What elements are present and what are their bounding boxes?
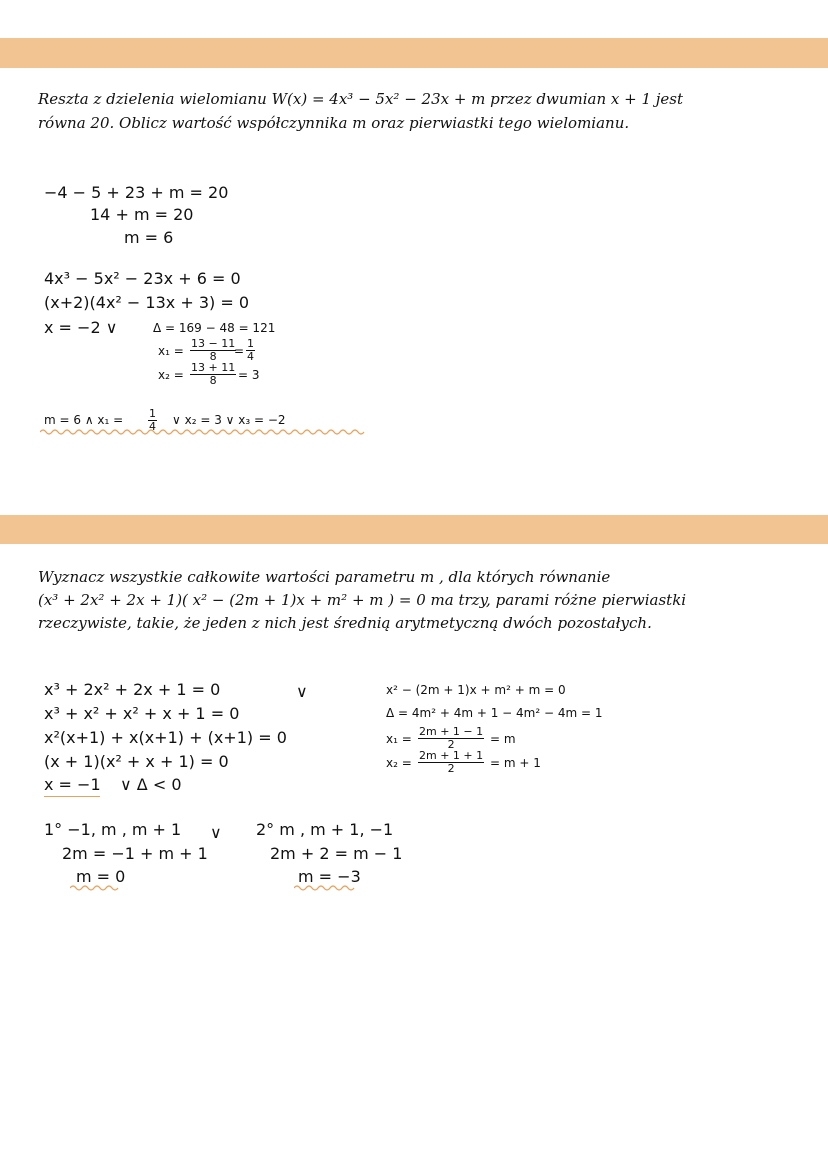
x1-result-numerator: 1	[247, 337, 254, 350]
left-or-delta: ∨ Δ < 0	[120, 775, 182, 794]
case2-underline	[294, 884, 356, 892]
task1-line2: równa 20. Oblicz wartość współczynnika m oraz pierwiastki tego wielomianu.	[38, 114, 630, 132]
rx1-result: = m	[490, 732, 516, 746]
rx2-result: = m + 1	[490, 756, 541, 770]
answer-part-b: ∨ x₂ = 3 ∨ x₃ = −2	[172, 413, 286, 427]
right-delta: Δ = 4m² + 4m + 1 − 4m² − 4m = 1	[386, 706, 603, 720]
x2-label: x₂ =	[158, 368, 184, 382]
x1-denominator: 8	[209, 350, 217, 363]
middle-or: ∨	[296, 682, 308, 701]
x2-result: = 3	[238, 368, 260, 382]
answer-underline	[40, 428, 370, 436]
x2-fraction	[190, 362, 236, 386]
x2-numerator: 13 + 11	[191, 361, 236, 374]
task1-line1: Reszta z dzielenia wielomianu W(x) = 4x³ − 5x² − 23x + m przez dwumian x + 1 jest	[38, 90, 684, 108]
answer-part-a: m = 6 ∧ x₁ =	[44, 413, 124, 427]
left-line-3: x²(x+1) + x(x+1) + (x+1) = 0	[44, 728, 287, 747]
left-line-2: x³ + x² + x² + x + 1 = 0	[44, 704, 240, 723]
rx1-fraction	[418, 726, 484, 750]
rx2-label: x₂ =	[386, 756, 412, 770]
x1-numerator: 13 − 11	[191, 337, 236, 350]
rx2-fraction	[418, 750, 484, 774]
case1-line-1: 1° −1, m , m + 1	[44, 820, 182, 839]
left-root-underline	[44, 796, 100, 797]
left-line-1: x³ + 2x² + 2x + 1 = 0	[44, 680, 221, 699]
rx1-denominator: 2	[447, 738, 455, 751]
task2-line2: (x³ + 2x² + 2x + 1)( x² − (2m + 1)x + m² + m ) = 0 ma trzy, parami różne pierwiastki	[38, 591, 687, 609]
x1-label: x₁ =	[158, 344, 184, 358]
delta-line: Δ = 169 − 48 = 121	[153, 321, 276, 335]
x1-result-denominator: 4	[247, 350, 254, 363]
equals-sign: =	[234, 344, 245, 358]
poly-line-1: 4x³ − 5x² − 23x + 6 = 0	[44, 269, 241, 288]
calc-line-1: −4 − 5 + 23 + m = 20	[44, 183, 229, 202]
x1-fraction	[190, 338, 236, 362]
task2-line1: Wyznacz wszystkie całkowite wartości parametru m , dla których równanie	[38, 568, 611, 586]
x1-result-fraction	[246, 338, 255, 362]
case1-result: m = 0	[76, 867, 126, 886]
case2-result: m = −3	[298, 867, 361, 886]
header-band-1	[0, 38, 828, 68]
rx1-label: x₁ =	[386, 732, 412, 746]
right-equation: x² − (2m + 1)x + m² + m = 0	[386, 683, 566, 697]
case2-line-2: 2m + 2 = m − 1	[270, 844, 403, 863]
case2-line-1: 2° m , m + 1, −1	[256, 820, 394, 839]
root-line: x = −2 ∨	[44, 318, 118, 337]
left-line-4: (x + 1)(x² + x + 1) = 0	[44, 752, 229, 771]
calc-line-3: m = 6	[124, 228, 174, 247]
x2-denominator: 8	[209, 374, 217, 387]
header-band-2	[0, 515, 828, 544]
rx2-numerator: 2m + 1 + 1	[419, 749, 484, 762]
answer-numerator: 1	[149, 407, 156, 420]
rx2-denominator: 2	[447, 762, 455, 775]
rx1-numerator: 2m + 1 − 1	[419, 725, 484, 738]
poly-line-2: (x+2)(4x² − 13x + 3) = 0	[44, 293, 250, 312]
case1-underline	[70, 884, 120, 892]
case-or: ∨	[210, 823, 222, 842]
answer-denominator: 4	[149, 420, 156, 433]
calc-line-2: 14 + m = 20	[90, 205, 194, 224]
case1-line-2: 2m = −1 + m + 1	[62, 844, 208, 863]
task2-line3: rzeczywiste, takie, że jeden z nich jest średnią arytmetyczną dwóch pozostałych.	[38, 614, 652, 632]
left-root: x = −1	[44, 775, 101, 794]
